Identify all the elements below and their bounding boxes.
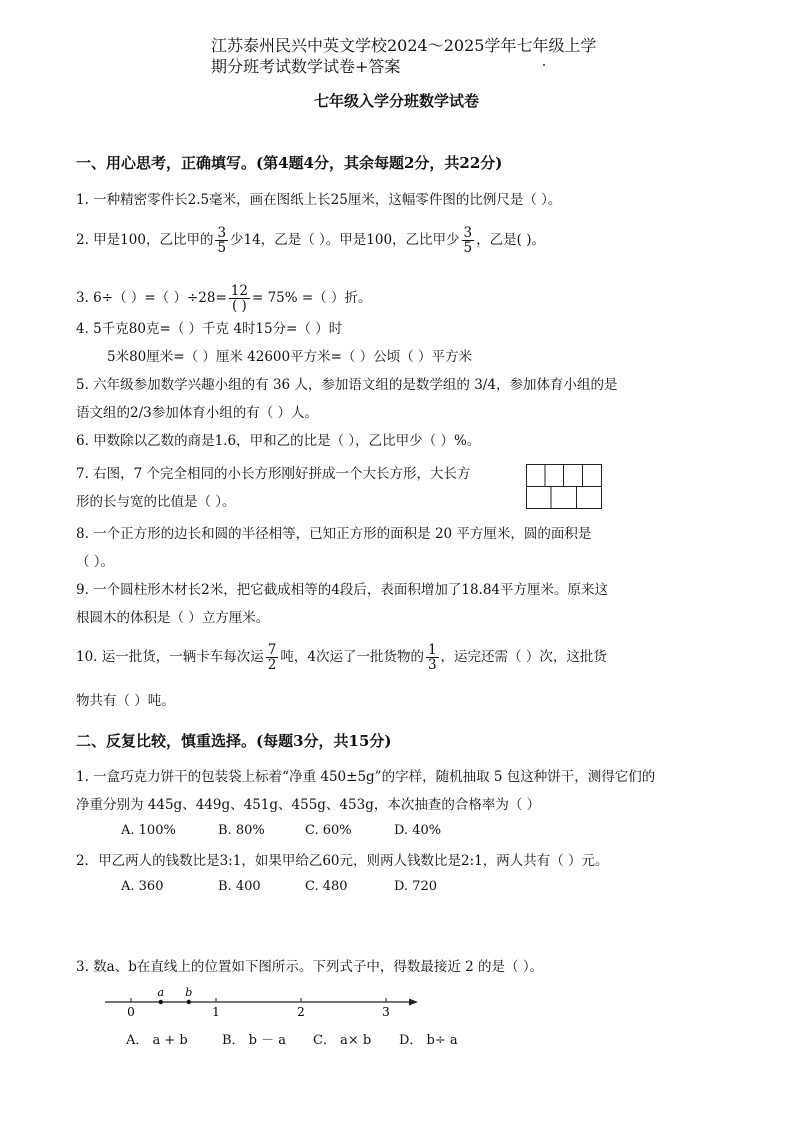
q2-text-c: ，乙是( )。 [476, 232, 545, 249]
s2-q1-option-b: B. 80% [218, 823, 265, 838]
s1-question-4-line2: 5米80厘米=（ ）厘米 42600平方米=（ ）公顷（ ）平方米 [107, 349, 473, 365]
q2-fraction-1: $\frac{3}{5}$ [217, 225, 227, 257]
s1-question-4-line1: 4. 5千克80克=（ ）千克 4时15分=（ ）时 [76, 321, 343, 337]
q10-text-c: ，运完还需（ ）次，这批货 [440, 649, 607, 666]
section1-heading: 一、用心思考，正确填写。(第4题4分，其余每题2分，共22分) [76, 154, 503, 172]
s2-question-1-line1: 1. 一盒巧克力饼干的包装袋上标着“净重 450±5g”的字样，随机抽取 5 包这种饼干，测得它们的 [76, 769, 656, 785]
q10-fraction-1: $\frac{7}{2}$ [267, 642, 277, 674]
s2-q2-option-c: C. 480 [305, 879, 348, 894]
s2-q3-option-c: C． a× b [313, 1033, 372, 1048]
q10-fraction-2: $\frac{1}{3}$ [427, 642, 437, 674]
s2-q2-option-d: D. 720 [394, 879, 438, 894]
s2-q1-option-c: C. 60% [305, 823, 352, 838]
s2-question-3: 3. 数a、b在直线上的位置如下图所示。下列式子中，得数最接近 2 的是（ ）。 [76, 959, 544, 975]
number-line [100, 982, 430, 1020]
tick-label-3: 3 [382, 1005, 390, 1019]
s1-question-10-line2: 物共有（ ）吨。 [76, 693, 175, 709]
tick-label-2: 2 [297, 1005, 305, 1019]
s1-question-5-line2: 语文组的2/3参加体育小组的有（ ）人。 [76, 405, 319, 421]
q10-text-a: 10. 运一批货，一辆卡车每次运 [76, 649, 264, 666]
s2-question-1-line2: 净重分别为 445g、449g、451g、455g、453g，本次抽查的合格率为（ ） [76, 797, 541, 813]
s1-question-8-line2: （ ）。 [76, 554, 115, 570]
s2-question-2: 2．甲乙两人的钱数比是3:1，如果甲给乙60元，则两人钱数比是2:1，两人共有（ ）元。 [76, 853, 609, 869]
s2-q3-option-b: B． b － a [222, 1033, 287, 1048]
s1-question-10 [76, 643, 607, 672]
s2-q2-option-b: B. 400 [218, 879, 261, 894]
tick-label-1: 1 [212, 1005, 220, 1019]
point-label-b: b [185, 986, 193, 999]
s2-q3-option-a: A． a + b [126, 1033, 188, 1048]
s1-question-2 [76, 226, 545, 255]
exam-main-title: 七年级入学分班数学试卷 [313, 92, 479, 110]
s2-q2-option-a: A. 360 [121, 879, 164, 894]
s1-question-3 [76, 284, 371, 313]
stray-dot [543, 64, 545, 66]
document-title-line1: 江苏泰州民兴中英文学校2024～2025学年七年级上学 [211, 36, 597, 55]
q3-text-a: 3. 6÷（ ）=（ ）÷28= [76, 290, 227, 307]
s1-question-9-line2: 根圆木的体积是（ ）立方厘米。 [76, 610, 270, 626]
s2-q1-option-a: A. 100% [121, 823, 176, 838]
q2-fraction-2: $\frac{3}{5}$ [463, 225, 473, 257]
document-title-line2: 期分班考试数学试卷+答案 [211, 57, 401, 76]
point-label-a: a [157, 986, 165, 999]
s1-question-1: 1. 一种精密零件长2.5毫米，画在图纸上长25厘米，这幅零件图的比例尺是（ ）。 [76, 192, 562, 208]
q3-text-b: = 75% =（ ）折。 [251, 290, 372, 307]
s1-question-6: 6. 甲数除以乙数的商是1.6，甲和乙的比是（ ），乙比甲少（ ）%。 [76, 433, 481, 449]
tick-label-0: 0 [127, 1005, 135, 1019]
s2-q1-option-d: D. 40% [394, 823, 442, 838]
q3-fraction: $\frac{12}{( )}$ [230, 283, 248, 315]
s1-question-7-line1: 7. 右图，7 个完全相同的小长方形刚好拼成一个大长方形，大长方 [76, 466, 471, 482]
s1-question-8-line1: 8. 一个正方形的边长和圆的半径相等，已知正方形的面积是 20 平方厘米，圆的面积是 [76, 526, 592, 542]
s2-q3-option-d: D． b÷ a [399, 1033, 458, 1048]
q2-text-b: 少14，乙是（ ）。甲是100，乙比甲少 [230, 232, 460, 249]
point-a [159, 1000, 163, 1004]
s1-question-9-line1: 9. 一个圆柱形木材长2米，把它截成相等的4段后，表面积增加了18.84平方厘米。原来这 [76, 582, 608, 598]
section2-heading: 二、反复比较，慎重选择。(每题3分，共15分) [76, 732, 392, 750]
s1-question-5-line1: 5. 六年级参加数学兴趣小组的有 36 人，参加语文组的是数学组的 3/4，参加体育小组的是 [76, 377, 618, 393]
rectangles-figure [526, 464, 602, 510]
s1-question-7-line2: 形的长与宽的比值是（ ）。 [76, 494, 236, 510]
q2-text-a: 2. 甲是100，乙比甲的 [76, 232, 214, 249]
number-line-arrow [409, 999, 418, 1006]
point-b [187, 1000, 191, 1004]
q10-text-b: 吨，4次运了一批货物的 [280, 649, 424, 666]
